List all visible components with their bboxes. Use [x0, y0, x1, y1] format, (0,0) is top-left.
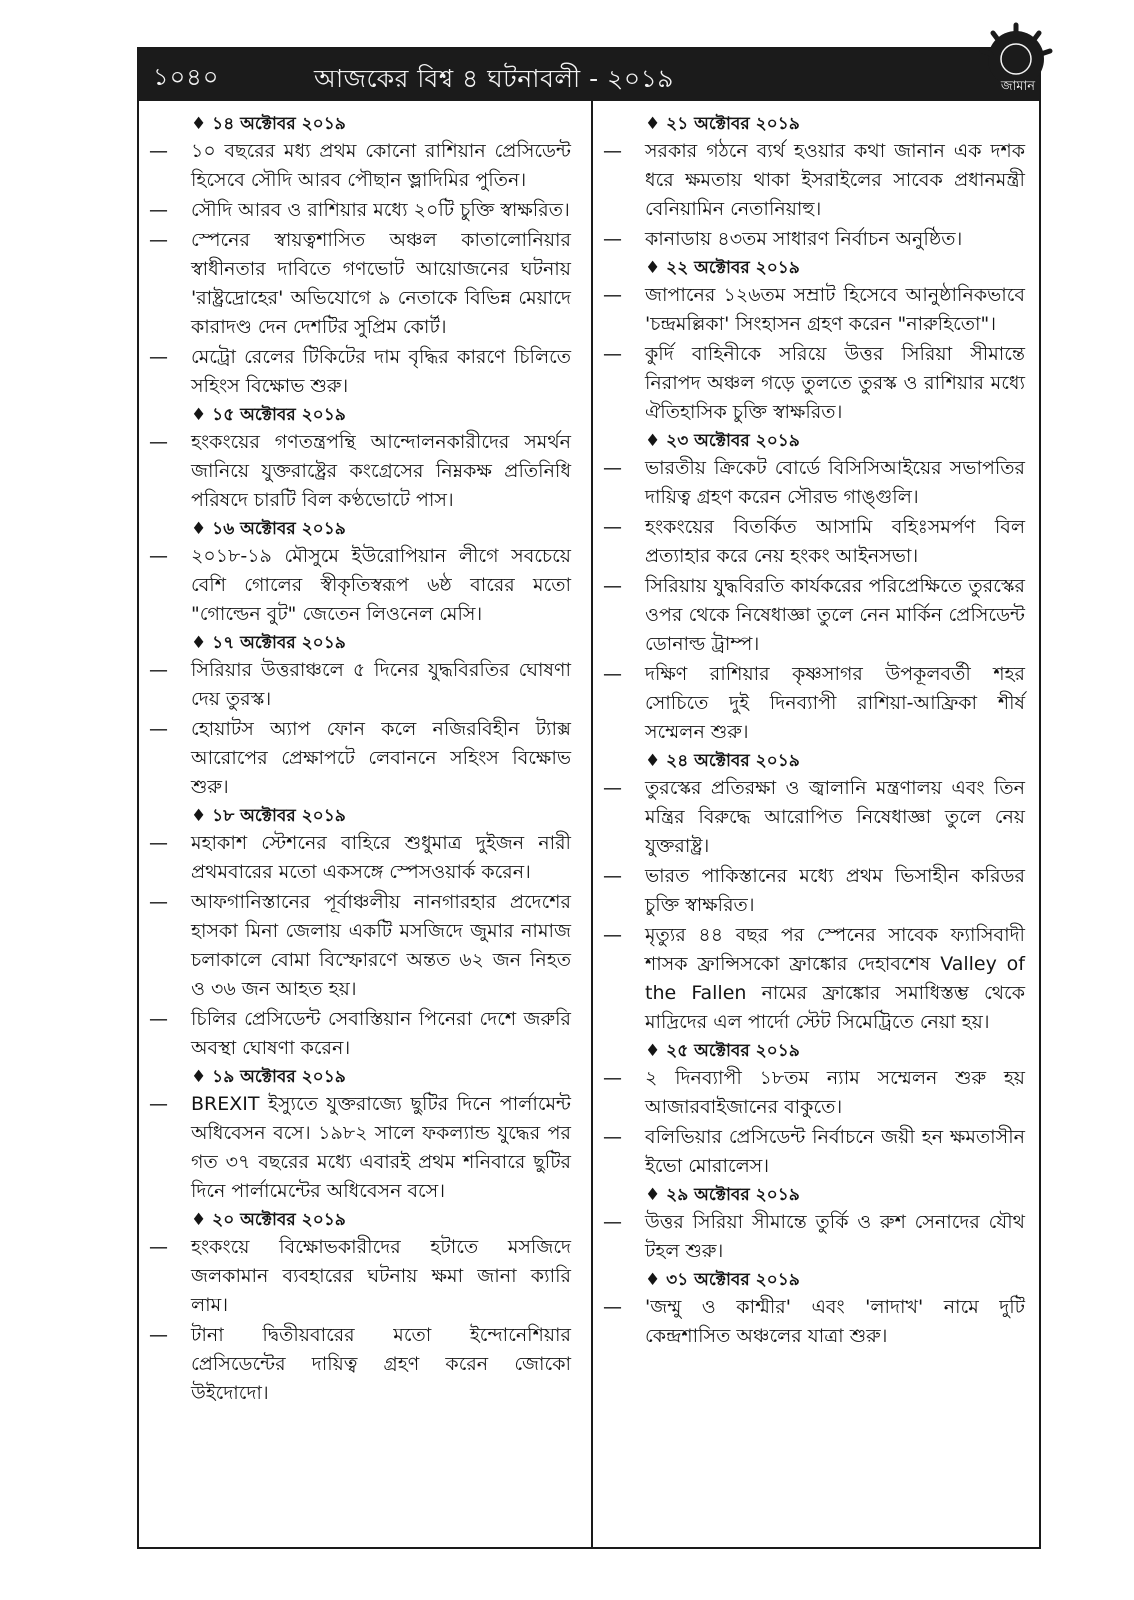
event-item — [139, 829, 589, 887]
event-item — [593, 513, 1043, 571]
event-item — [593, 921, 1043, 1037]
date-section — [593, 255, 1043, 427]
event-text: হংকংয়ে বিক্ষোভকারীদের হটাতে মসজিদে জলকামান ব্যবহারের ঘটনায় ক্ষমা জানা ক্যারি লাম। — [191, 1236, 571, 1316]
date-heading: ♦ ২২ অক্টোবর ২০১৯ — [645, 258, 800, 278]
dash-bullet: — — [149, 229, 168, 251]
event-text: সিরিয়ার উত্তরাঞ্চলে ৫ দিনের যুদ্ধবিরতির ঘোষণা দেয় তুরস্ক। — [191, 659, 571, 710]
date-heading: ♦ ১৮ অক্টোবর ২০১৯ — [191, 806, 346, 826]
date-heading: ♦ ২৯ অক্টোবর ২০১৯ — [645, 1185, 800, 1205]
dash-bullet: — — [149, 718, 168, 740]
event-item — [139, 137, 589, 195]
date-heading: ♦ ১৬ অক্টোবর ২০১৯ — [191, 519, 346, 539]
event-item — [593, 1064, 1043, 1122]
date-section — [139, 1207, 589, 1408]
dash-bullet: — — [603, 284, 622, 306]
event-text: চিলির প্রেসিডেন্ট সেবাস্তিয়ান পিনেরা দেশে জরুরি অবস্থা ঘোষণা করেন। — [191, 1008, 571, 1059]
event-item — [139, 226, 589, 342]
dash-bullet: — — [149, 891, 168, 913]
event-text: কানাডায় ৪৩তম সাধারণ নির্বাচন অনুষ্ঠিত। — [645, 228, 963, 250]
date-heading: ♦ ২৩ অক্টোবর ২০১৯ — [645, 431, 800, 451]
event-item — [593, 660, 1043, 747]
date-section — [593, 1267, 1043, 1351]
dash-bullet: — — [603, 575, 622, 597]
date-heading: ♦ ১৭ অক্টোবর ২০১৯ — [191, 633, 346, 653]
event-text: হংকংয়ের গণতন্ত্রপন্থি আন্দোলনকারীদের সমর্থন জানিয়ে যুক্তরাষ্ট্রের কংগ্রেসের নিম্নকক্ষ প্রতিনিধি পরিষদে চারটি বিল কণ্ঠভোটে পাস। — [191, 431, 571, 511]
event-text: মেট্রো রেলের টিকিটের দাম বৃদ্ধির কারণে চিলিতে সহিংস বিক্ষোভ শুরু। — [191, 346, 571, 397]
date-heading: ♦ ২৫ অক্টোবর ২০১৯ — [645, 1041, 800, 1061]
date-heading: ♦ ১৫ অক্টোবর ২০১৯ — [191, 405, 346, 425]
event-text: ভারতীয় ক্রিকেট বোর্ডে বিসিসিআইয়ের সভাপতির দায়িত্ব গ্রহণ করেন সৌরভ গাঙ্গুলি। — [645, 457, 1025, 508]
event-item — [593, 281, 1043, 339]
event-item — [139, 1090, 589, 1206]
date-section — [139, 1064, 589, 1206]
event-text: বলিভিয়ার প্রেসিডেন্ট নির্বাচনে জয়ী হন ক্ষমতাসীন ইভো মোরালেস। — [645, 1126, 1025, 1177]
dash-bullet: — — [149, 199, 168, 221]
date-section — [593, 748, 1043, 1037]
book-title: আজকের বিশ্ব ৪ ঘটনাবলী - ২০১৯ — [314, 64, 675, 93]
event-item — [593, 340, 1043, 427]
dash-bullet: — — [603, 1296, 622, 1318]
dash-bullet: — — [149, 140, 168, 162]
event-text: 'জম্মু ও কাশ্মীর' এবং 'লাদাখ' নামে দুটি কেন্দ্রশাসিত অঞ্চলের যাত্রা শুরু। — [645, 1296, 1025, 1347]
publisher-logo-text: জামান — [1000, 79, 1035, 94]
right-column — [593, 111, 1043, 1547]
dash-bullet: — — [149, 346, 168, 368]
dash-bullet: — — [603, 343, 622, 365]
event-item — [593, 454, 1043, 512]
date-heading: ♦ ২১ অক্টোবর ২০১৯ — [645, 114, 800, 134]
event-text: ২০১৮-১৯ মৌসুমে ইউরোপিয়ান লীগে সবচেয়ে বেশি গোলের স্বীকৃতিস্বরূপ ৬ষ্ঠ বারের মতো "গোল্ডেন বুট" জেতেন লিওনেল মেসি। — [191, 545, 571, 625]
event-text: সৌদি আরব ও রাশিয়ার মধ্যে ২০টি চুক্তি স্বাক্ষরিত। — [191, 199, 570, 221]
event-item — [593, 862, 1043, 920]
event-text: জাপানের ১২৬তম সম্রাট হিসেবে আনুষ্ঠানিকভাবে 'চন্দ্রমল্লিকা' সিংহাসন গ্রহণ করেন "নারুহিতো"। — [645, 284, 1025, 335]
date-section — [139, 111, 589, 401]
event-text: সরকার গঠনে ব্যর্থ হওয়ার কথা জানান এক দশক ধরে ক্ষমতায় থাকা ইসরাইলের সাবেক প্রধানমন্ত্রী বেনিয়ামিন নেতানিয়াহু। — [645, 140, 1025, 220]
event-text: BREXIT ইস্যুতে যুক্তরাজ্যে ছুটির দিনে পার্লামেন্ট অধিবেসন বসে। ১৯৮২ সালে ফকল্যান্ড যুদ্ধের পর গত ৩৭ বছরের মধ্যে এবারই প্রথম শনিবারে ছুটির দিনে পার্লামেন্টের অধিবেসন বসে। — [191, 1093, 571, 1202]
event-item — [139, 1321, 589, 1408]
dash-bullet: — — [149, 659, 168, 681]
event-text: উত্তর সিরিয়া সীমান্তে তুর্কি ও রুশ সেনাদের যৌথ টহল শুরু। — [645, 1211, 1025, 1262]
dash-bullet: — — [149, 431, 168, 453]
event-item — [593, 1123, 1043, 1181]
event-text: ভারত পাকিস্তানের মধ্যে প্রথম ভিসাহীন করিডর চুক্তি স্বাক্ষরিত। — [645, 865, 1025, 916]
event-text: স্পেনের স্বায়ত্বশাসিত অঞ্চল কাতালোনিয়ার স্বাধীনতার দাবিতে গণভোট আয়োজনের ঘটনায় 'রাষ্ট্রদ্রোহের' অভিযোগে ৯ নেতাকে বিভিন্ন মেয়াদে কারাদণ্ড দেন দেশটির সুপ্রিম কোর্ট। — [191, 229, 571, 338]
event-item — [139, 1005, 589, 1063]
event-item — [593, 225, 1043, 254]
date-section — [593, 1182, 1043, 1266]
event-item — [139, 888, 589, 1004]
dash-bullet: — — [149, 1093, 168, 1115]
event-item — [139, 542, 589, 629]
event-text: মহাকাশ স্টেশনের বাহিরে শুধুমাত্র দুইজন নারী প্রথমবারের মতো একসঙ্গে স্পেসওয়ার্ক করেন। — [191, 832, 571, 883]
dash-bullet: — — [149, 1008, 168, 1030]
event-text: আফগানিস্তানের পূর্বাঞ্চলীয় নানগারহার প্রদেশের হাসকা মিনা জেলায় একটি মসজিদে জুমার নামাজ চলাকালে বোমা বিস্ফোরণে অন্তত ৬২ জন নিহত ও ৩৬ জন আহত হয়। — [191, 891, 571, 1000]
event-item — [593, 1208, 1043, 1266]
event-text: তুরস্কের প্রতিরক্ষা ও জ্বালানি মন্ত্রণালয় এবং তিন মন্ত্রির বিরুদ্ধে আরোপিত নিষেধাজ্ঞা তুলে নেয় যুক্তরাষ্ট্র। — [645, 777, 1025, 857]
event-text: ১০ বছরের মধ্য প্রথম কোনো রাশিয়ান প্রেসিডেন্ট হিসেবে সৌদি আরব পৌছান ভ্লাদিমির পুতিন। — [191, 140, 571, 191]
date-heading: ♦ ২৪ অক্টোবর ২০১৯ — [645, 751, 800, 771]
event-item — [593, 137, 1043, 224]
date-section — [593, 1038, 1043, 1181]
dash-bullet: — — [603, 140, 622, 162]
date-section — [139, 516, 589, 629]
date-section — [139, 402, 589, 515]
event-item — [139, 196, 589, 225]
date-heading: ♦ ১৪ অক্টোবর ২০১৯ — [191, 114, 346, 134]
event-item — [139, 1233, 589, 1320]
date-section — [593, 111, 1043, 254]
left-column — [139, 111, 589, 1547]
event-item — [139, 656, 589, 714]
dash-bullet: — — [603, 663, 622, 685]
dash-bullet: — — [603, 1067, 622, 1089]
date-heading: ♦ ১৯ অক্টোবর ২০১৯ — [191, 1067, 346, 1087]
dash-bullet: — — [149, 832, 168, 854]
dash-bullet: — — [603, 924, 622, 946]
event-item — [139, 343, 589, 401]
dash-bullet: — — [603, 1126, 622, 1148]
event-item — [139, 715, 589, 802]
event-text: মৃত্যুর ৪৪ বছর পর স্পেনের সাবেক ফ্যাসিবাদী শাসক ফ্রান্সিসকো ফ্রাঙ্কোর দেহাবশেষ Valley of the Fallen নামের ফ্রাঙ্কোর সমাধিস্তম্ভ থেকে মাদ্রিদের এল পার্দো স্টেট সিমেট্রিতে নেয়া হয়। — [645, 924, 1025, 1033]
dash-bullet: — — [603, 865, 622, 887]
event-text: দক্ষিণ রাশিয়ার কৃষ্ণসাগর উপকূলবর্তী শহর সোচিতে দুই দিনব্যাপী রাশিয়া-আফ্রিকা শীর্ষ সম্মেলন শুরু। — [645, 663, 1025, 743]
event-item — [139, 428, 589, 515]
event-item — [593, 774, 1043, 861]
dash-bullet: — — [603, 457, 622, 479]
dash-bullet: — — [149, 545, 168, 567]
dash-bullet: — — [603, 777, 622, 799]
dash-bullet: — — [603, 228, 622, 250]
page-number: ১০৪০ — [153, 63, 220, 91]
date-section — [593, 428, 1043, 747]
event-text: হোয়াটস অ্যাপ ফোন কলে নজিরবিহীন ট্যাক্স আরোপের প্রেক্ষাপটে লেবাননে সহিংস বিক্ষোভ শুরু। — [191, 718, 571, 798]
event-text: টানা দ্বিতীয়বারের মতো ইন্দোনেশিয়ার প্রেসিডেন্টের দায়িত্ব গ্রহণ করেন জোকো উইদোদো। — [191, 1324, 571, 1404]
date-section — [139, 630, 589, 802]
dash-bullet: — — [149, 1236, 168, 1258]
dash-bullet: — — [603, 516, 622, 538]
event-text: সিরিয়ায় যুদ্ধবিরতি কার্যকরের পরিপ্রেক্ষিতে তুরস্কের ওপর থেকে নিষেধাজ্ঞা তুলে নেন মার্কিন প্রেসিডেন্ট ডোনাল্ড ট্রাম্প। — [645, 575, 1025, 655]
dash-bullet: — — [603, 1211, 622, 1233]
event-text: হংকংয়ের বিতর্কিত আসামি বহিঃসমর্পণ বিল প্রত্যাহার করে নেয় হংকং আইনসভা। — [645, 516, 1025, 567]
event-item — [593, 1293, 1043, 1351]
date-heading: ♦ ৩১ অক্টোবর ২০১৯ — [645, 1270, 800, 1290]
event-text: ২ দিনব্যাপী ১৮তম ন্যাম সম্মেলন শুরু হয় আজারবাইজানের বাকুতে। — [645, 1067, 1025, 1118]
running-header — [139, 49, 1039, 101]
date-heading: ♦ ২০ অক্টোবর ২০১৯ — [191, 1210, 346, 1230]
page-frame — [137, 47, 1041, 1549]
event-item — [593, 572, 1043, 659]
event-text: কুর্দি বাহিনীকে সরিয়ে উত্তর সিরিয়া সীমান্তে নিরাপদ অঞ্চল গড়ে তুলতে তুরস্ক ও রাশিয়ার মধ্যে ঐতিহাসিক চুক্তি স্বাক্ষরিত। — [645, 343, 1025, 423]
date-section — [139, 803, 589, 1063]
content-columns — [139, 101, 1039, 1547]
dash-bullet: — — [149, 1324, 168, 1346]
